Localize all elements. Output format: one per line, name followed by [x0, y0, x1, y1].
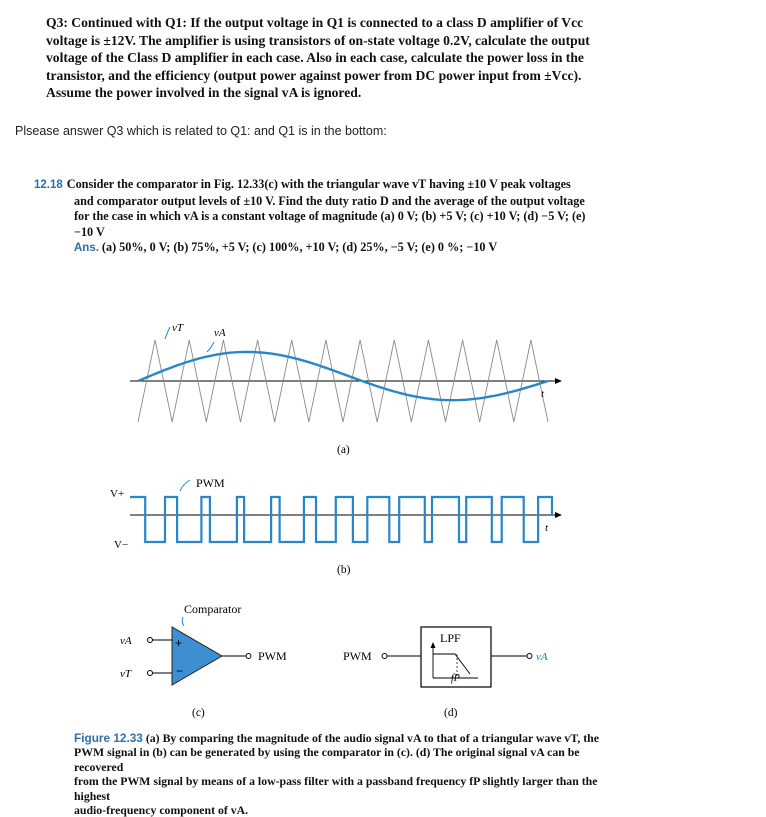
- input-pwm: PWM: [343, 649, 372, 663]
- pwm-waveform: [130, 497, 552, 542]
- panel-d: [343, 627, 548, 719]
- panel-c: [120, 602, 287, 719]
- problem-line: for the case in which vA is a constant voltage of magnitude (a) 0 V; (b) +5 V; (c) +10 V; (d) −5 V; (e): [74, 209, 586, 224]
- caption-line: audio-frequency component of vA.: [74, 803, 249, 817]
- caption-d: (d): [444, 707, 458, 719]
- caption-a: (a): [337, 444, 350, 456]
- audio-signal-va: [138, 352, 548, 400]
- output-va: vA: [536, 651, 548, 663]
- answer-text: (a) 50%, 0 V; (b) 75%, +5 V; (c) 100%, +10 V; (d) 25%, −5 V; (e) 0 %; −10 V: [101, 240, 498, 255]
- axis-t-b: t: [545, 522, 549, 534]
- question-line: voltage of the Class D amplifier in each case. Also in each case, calculate the power loss in the: [46, 50, 584, 65]
- terminal-pwm-in: [382, 654, 387, 659]
- problem-line: and comparator output levels of ±10 V. Find the duty ratio D and the average of the output voltage: [74, 193, 585, 208]
- minus-input-sign: −: [176, 664, 184, 678]
- axis-t-a: t: [541, 388, 545, 400]
- input-vt: vT: [120, 668, 131, 680]
- question-line: Assume the power involved in the signal vA is ignored.: [46, 85, 362, 100]
- caption-c: (c): [192, 707, 205, 719]
- leader-va: [207, 342, 214, 352]
- lpf-label: LPF: [440, 631, 461, 645]
- comparator-title: Comparator: [184, 602, 242, 616]
- output-pwm: PWM: [258, 649, 287, 663]
- problem-number: 12.18: [34, 179, 63, 191]
- panel-a: [130, 322, 562, 456]
- terminal-pwm-out: [246, 654, 251, 659]
- caption-line: PWM signal in (b) can be generated by using the comparator in (c). (d) The original signal vA can be recovered: [74, 745, 580, 774]
- label-va: vA: [214, 327, 226, 339]
- input-va: vA: [120, 635, 132, 647]
- question-line: voltage is ±12V. The amplifier is using transistors of on-state voltage 0.2V, calculate the output: [46, 32, 590, 48]
- arrowhead-icon: [555, 512, 562, 518]
- leader-comparator: [182, 617, 184, 626]
- figure-label: Figure 12.33: [74, 731, 143, 745]
- label-vt: vT: [172, 322, 183, 334]
- label-pwm: PWM: [196, 476, 225, 490]
- question-line: Q3: Continued with Q1: If the output voltage in Q1 is connected to a class D amplifier of Vcc: [46, 15, 584, 30]
- caption-line: (a) By comparing the magnitude of the audio signal vA to that of a triangular wave vT, the: [145, 731, 599, 745]
- leader-pwm: [180, 480, 190, 491]
- answer-label: Ans.: [74, 242, 99, 255]
- panel-b: [110, 476, 562, 576]
- plus-input-sign: +: [175, 636, 183, 650]
- figure-caption: [74, 731, 614, 817]
- label-vplus: V+: [110, 488, 125, 500]
- terminal-va-out: [527, 654, 532, 659]
- leader-vt: [165, 327, 170, 339]
- label-vminus: V−: [114, 539, 129, 551]
- terminal-va: [148, 638, 153, 643]
- terminal-vt: [148, 671, 153, 676]
- caption-line: from the PWM signal by means of a low-pass filter with a passband frequency fP slightly larger than the highest: [74, 774, 598, 803]
- question-line: transistor, and the efficiency (output power against power from DC power input from ±Vcc).: [46, 67, 582, 83]
- lpf-fp: fP: [451, 673, 460, 684]
- arrowhead-icon: [555, 378, 562, 384]
- caption-b: (b): [337, 564, 351, 576]
- problem-line: −10 V: [74, 224, 105, 239]
- problem-line: Consider the comparator in Fig. 12.33(c) with the triangular wave vT having ±10 V peak voltages: [66, 177, 571, 191]
- prompt-text: Plsease answer Q3 which is related to Q1: and Q1 is in the bottom:: [15, 124, 387, 138]
